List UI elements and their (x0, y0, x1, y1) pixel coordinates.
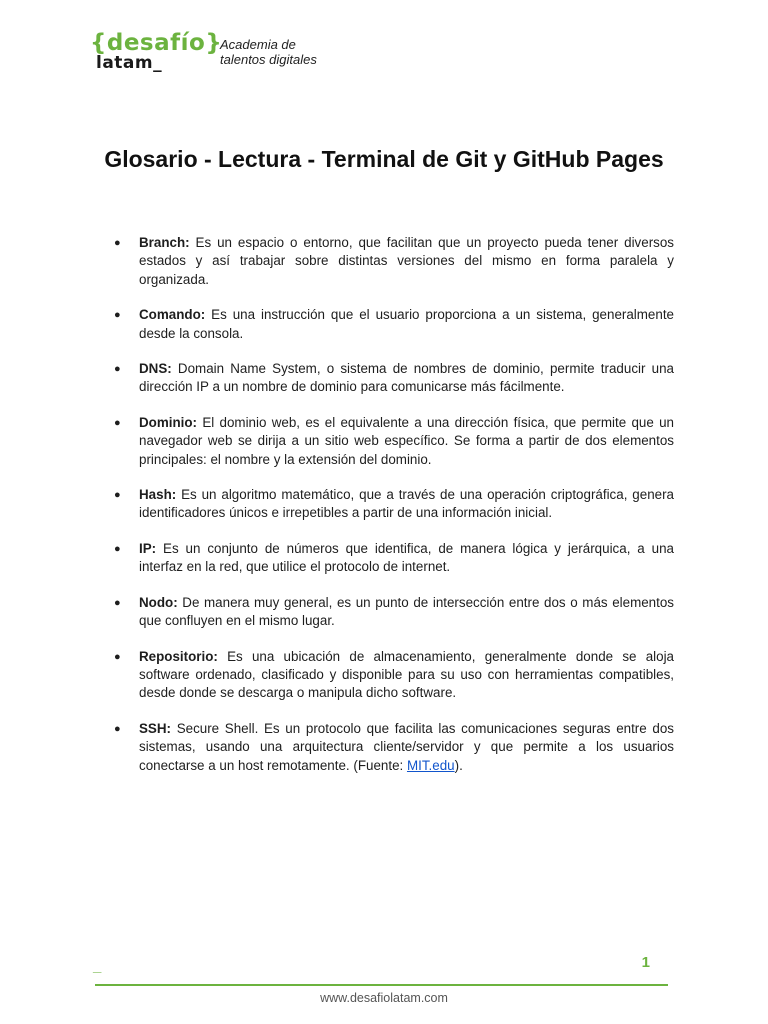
glossary-item-dns (114, 360, 674, 397)
glossary-term: Comando: (139, 307, 206, 323)
glossary-definition: De manera muy general, es un punto de intersección entre dos o más elementos que confluyen en el mismo lugar. (139, 594, 674, 629)
glossary-definition: Es un algoritmo matemático, que a través de una operación criptográfica, genera identificadores únicos e irrepetibles a partir de una información inicial. (139, 487, 674, 521)
bullet-icon: ● (114, 489, 121, 502)
footer-divider (95, 984, 668, 986)
glossary-item-ssh (114, 720, 674, 775)
glossary-term: Dominio: (139, 414, 198, 430)
glossary-term: Nodo: (139, 594, 178, 610)
glossary-item-nodo (114, 594, 674, 631)
glossary-list (114, 234, 674, 792)
glossary-item-dominio (114, 414, 674, 469)
glossary-definition: Es un espacio o entorno, que facilitan que un proyecto pueda tener diversos estados y así trabajar sobre distintas versiones del mismo en forma paralela y organizada. (139, 235, 674, 287)
glossary-item-branch (114, 234, 674, 289)
footer-url: www.desafiolatam.com (320, 991, 448, 1005)
glossary-term: DNS: (139, 361, 172, 377)
glossary-term: Branch: (139, 235, 190, 250)
glossary-item-comando (114, 306, 674, 343)
page-number: 1 (641, 954, 650, 971)
glossary-definition-end: ). (454, 757, 463, 773)
bullet-icon: ● (114, 237, 121, 249)
bullet-icon: ● (114, 596, 121, 609)
glossary-item-ip (114, 540, 674, 577)
glossary-term: IP: (139, 540, 157, 556)
tagline-line-1: Academia de (220, 37, 296, 52)
bullet-icon: ● (114, 416, 121, 429)
bullet-icon: ● (114, 650, 121, 663)
glossary-term: Hash: (139, 487, 177, 503)
bullet-icon: ● (114, 309, 121, 322)
glossary-item-repositorio (114, 648, 674, 703)
glossary-definition: Secure Shell. Es un protocolo que facilita las comunicaciones seguras entre dos sistemas, usando una arquitectura cliente/servidor y que permite a los usuarios conectarse a un host remotamente. (Fuente: (139, 720, 674, 773)
logo-wordmark: {desafío} (90, 30, 223, 56)
glossary-definition: Domain Name System, o sistema de nombres de dominio, permite traducir una dirección IP a un nombre de dominio para comunicarse más fácilmente. (139, 361, 674, 395)
logo-tagline (220, 37, 317, 67)
bullet-icon: ● (114, 363, 121, 376)
logo-subtitle: latam_ (96, 53, 163, 73)
glossary-definition: El dominio web, es el equivalente a una dirección física, que permite que un navegador web se dirija a un sitio web específico. Se forma a partir de dos elementos principales: el nombre y la extensión del dominio. (139, 414, 674, 467)
glossary-term: SSH: (139, 720, 171, 736)
bullet-icon: ● (114, 542, 121, 555)
glossary-definition: Es una instrucción que el usuario proporciona a un sistema, generalmente desde la consola. (139, 307, 674, 341)
bullet-icon: ● (114, 722, 121, 735)
glossary-item-hash (114, 486, 674, 523)
tagline-line-2: talentos digitales (220, 52, 317, 67)
footer-mark: _ (93, 958, 102, 975)
glossary-term: Repositorio: (139, 648, 218, 664)
glossary-definition: Es un conjunto de números que identifica, de manera lógica y jerárquica, a una interfaz en la red, que utilice el protocolo de internet. (139, 540, 674, 575)
document-title: Glosario - Lectura - Terminal de Git y GitHub Pages (104, 146, 664, 172)
source-link[interactable]: MIT.edu (406, 757, 455, 773)
glossary-definition: Es una ubicación de almacenamiento, generalmente donde se aloja software ordenado, clasificado y disponible para su uso con herramientas compatibles, desde donde se descarga o manipula dicho software. (139, 648, 674, 701)
